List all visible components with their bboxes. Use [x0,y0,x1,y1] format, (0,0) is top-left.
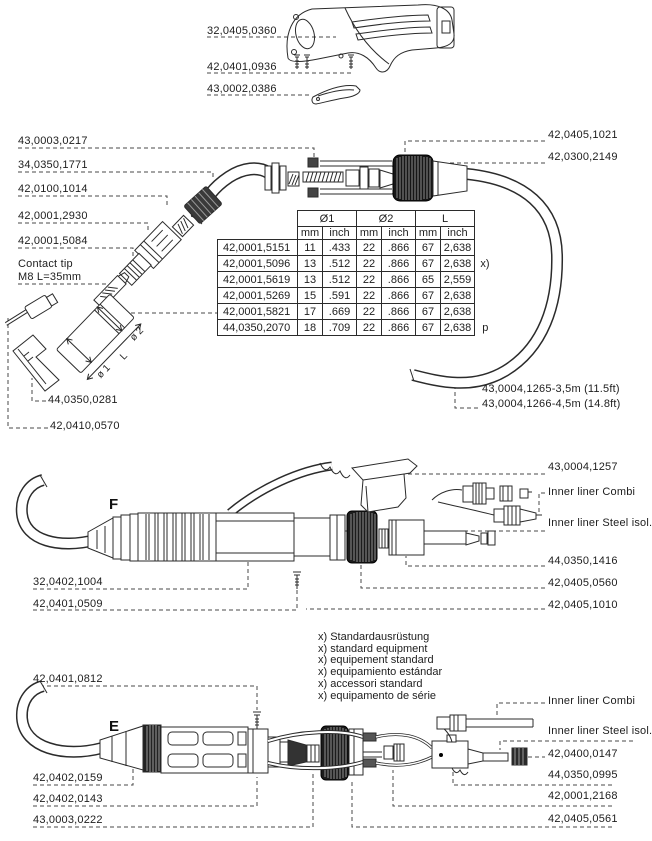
unit-header: mm [357,227,382,240]
variant-letter-e: E [109,718,120,735]
part-label-e-junction: 44,0350,0995 [548,769,618,781]
equipment-note: x) Standardausrüstung [318,631,430,643]
dim-cell: 2,638 [441,304,475,320]
dim-cell: 22 [357,304,382,320]
part-label-e-connector: 42,0001,2168 [548,790,618,802]
nozzle-dim-l: L [118,350,130,363]
dim-cell: .866 [382,304,416,320]
torch-f-drawing [22,466,495,563]
unit-header: inch [323,227,357,240]
dim-cell: 11 [298,240,323,256]
col-group-d1: Ø1 [298,211,357,227]
dim-cell: 65 [416,272,441,288]
variant-letter-f: F [109,496,119,513]
table-row [218,256,496,272]
part-label-collar: 42,0300,2149 [548,151,618,163]
part-label-e-grip: 42,0402,0143 [33,793,103,805]
dim-cell: 22 [357,256,382,272]
liner-coil-drawing [303,167,393,189]
key-tool-drawing [13,335,59,391]
part-cell: 42,0001,5269 [218,288,298,304]
table-row [218,272,496,288]
screw-e-drawing [253,712,261,729]
part-label-f-hanger: 43,0004,1257 [548,461,618,473]
dim-cell: .512 [323,272,357,288]
nozzle-tool-drawing [6,291,58,324]
dim-cell: .512 [323,256,357,272]
table-row [218,320,496,336]
part-label-tip-tool: 42,0410,0570 [50,420,120,432]
part-label-e-wires: 43,0003,0222 [33,814,103,826]
part-label-e-nut2: 42,0400,0147 [548,748,618,760]
screw-f-drawing [293,572,301,589]
part-label-neck-1: 34,0350,1771 [18,159,88,171]
part-cell: 44,0350,2070 [218,320,298,336]
inner-liner-combi-f-drawing [432,483,532,504]
dim-cell: .591 [323,288,357,304]
nozzle-dim-d1: ø 1 [94,362,113,381]
part-cell: 42,0001,5619 [218,272,298,288]
trigger-drawing [312,85,360,104]
inner-liner-steel-f-drawing [438,502,542,525]
coupling-nut-drawing [393,155,467,201]
dim-cell: 22 [357,272,382,288]
dim-cell: .866 [382,288,416,304]
dim-cell: 22 [357,240,382,256]
part-cell: 42,0001,5821 [218,304,298,320]
dim-cell: 22 [357,288,382,304]
dim-cell: 2,638 [441,320,475,336]
dim-cell: 17 [298,304,323,320]
dim-cell: .866 [382,240,416,256]
liner-label-e-steel: Inner liner Steel isol. [548,725,652,737]
part-cell: 42,0001,5096 [218,256,298,272]
dim-cell: 15 [298,288,323,304]
dim-cell: 2,638 [441,288,475,304]
dim-cell: 67 [416,256,441,272]
part-label-f-grip: 32,0402,1004 [33,576,103,588]
part-label-f-nut: 42,0405,0560 [548,577,618,589]
note-cell [475,272,496,288]
table-row [218,288,496,304]
liner-label-e-combi: Inner liner Combi [548,695,636,707]
part-label-neck-3: 42,0001,2930 [18,210,88,222]
part-label-f-screw: 42,0401,0509 [33,598,103,610]
dim-cell: 67 [416,240,441,256]
contact-tip-label-line1: Contact tip [18,258,73,270]
handle-housing-drawing [287,5,454,72]
part-cell: 42,0001,5151 [218,240,298,256]
dim-cell: 13 [298,256,323,272]
dim-cell: 18 [298,320,323,336]
dim-cell: 2,559 [441,272,475,288]
dim-cell: 2,638 [441,256,475,272]
table-row [218,240,496,256]
handle-screws-drawing [294,55,354,69]
dim-cell: 67 [416,304,441,320]
dim-cell: .866 [382,256,416,272]
part-label-trigger: 43,0002,0386 [207,83,277,95]
liner-label-f-steel: Inner liner Steel isol. [548,517,652,529]
dim-cell: .709 [323,320,357,336]
unit-header: mm [298,227,323,240]
cable-length-label-1: 43,0004,1266-4,5m (14.8ft) [482,398,621,410]
nozzle-dim-d2: ø 2 [128,325,147,344]
part-label-f-body: 42,0405,1010 [548,599,618,611]
note-cell: p [482,321,489,334]
cable-length-label-0: 43,0004,1265-3,5m (11.5ft) [482,383,620,395]
table-header-groups [218,211,496,227]
note-cell [475,288,496,304]
dim-cell: 13 [298,272,323,288]
part-label-neck-0: 43,0003,0217 [18,135,88,147]
dim-cell: .669 [323,304,357,320]
dim-cell: 67 [416,320,441,336]
note-cell: x) [480,257,490,270]
dim-cell: 2,638 [441,240,475,256]
contact-tip-label-line2: M8 L=35mm [18,271,82,283]
note-cell [475,240,496,256]
table-row [218,304,496,320]
neck-thread-drawing [172,215,193,236]
cable-hanger-drawing [320,459,417,512]
gas-nozzle-drawing [56,294,152,390]
dim-cell: .866 [382,320,416,336]
equipment-note: x) standard equipment [318,642,428,655]
unit-header: mm [416,227,441,240]
part-label-e-screw: 42,0401,0812 [33,673,103,685]
dim-cell: .433 [323,240,357,256]
part-label-nozzle-key: 44,0350,0281 [48,394,118,406]
part-label-handle-housing: 32,0405,0360 [207,25,277,37]
torch-e-drawing [22,681,363,780]
col-group-l: L [416,211,475,227]
col-group-d2: Ø2 [357,211,416,227]
part-label-e-relief: 42,0402,0159 [33,772,103,784]
equipment-note: x) equipamento de série [318,689,437,702]
part-label-e-ring: 42,0405,0561 [548,813,618,825]
table-header-units [218,227,496,240]
liner-label-f-combi: Inner liner Combi [548,486,636,498]
dim-cell: .866 [382,272,416,288]
part-label-coupling-nut: 42,0405,1021 [548,129,618,141]
part-label-f-rear: 44,0350,1416 [548,555,618,567]
part-label-neck-4: 42,0001,5084 [18,235,88,247]
dimension-table [217,210,496,336]
note-cell [475,304,496,320]
equipment-note: x) accessori standard [318,677,423,690]
equipment-notes [318,632,442,702]
branch-tubes-drawing [308,158,403,197]
dim-cell: 22 [357,320,382,336]
unit-header: inch [441,227,475,240]
part-label-neck-2: 42,0100,1014 [18,183,88,195]
equipment-note: x) equipamiento estándar [318,666,443,679]
equipment-note: x) equipement standard [318,654,434,667]
dim-cell: 67 [416,288,441,304]
unit-header: inch [382,227,416,240]
part-label-handle-screws: 42,0401,0936 [207,61,277,73]
